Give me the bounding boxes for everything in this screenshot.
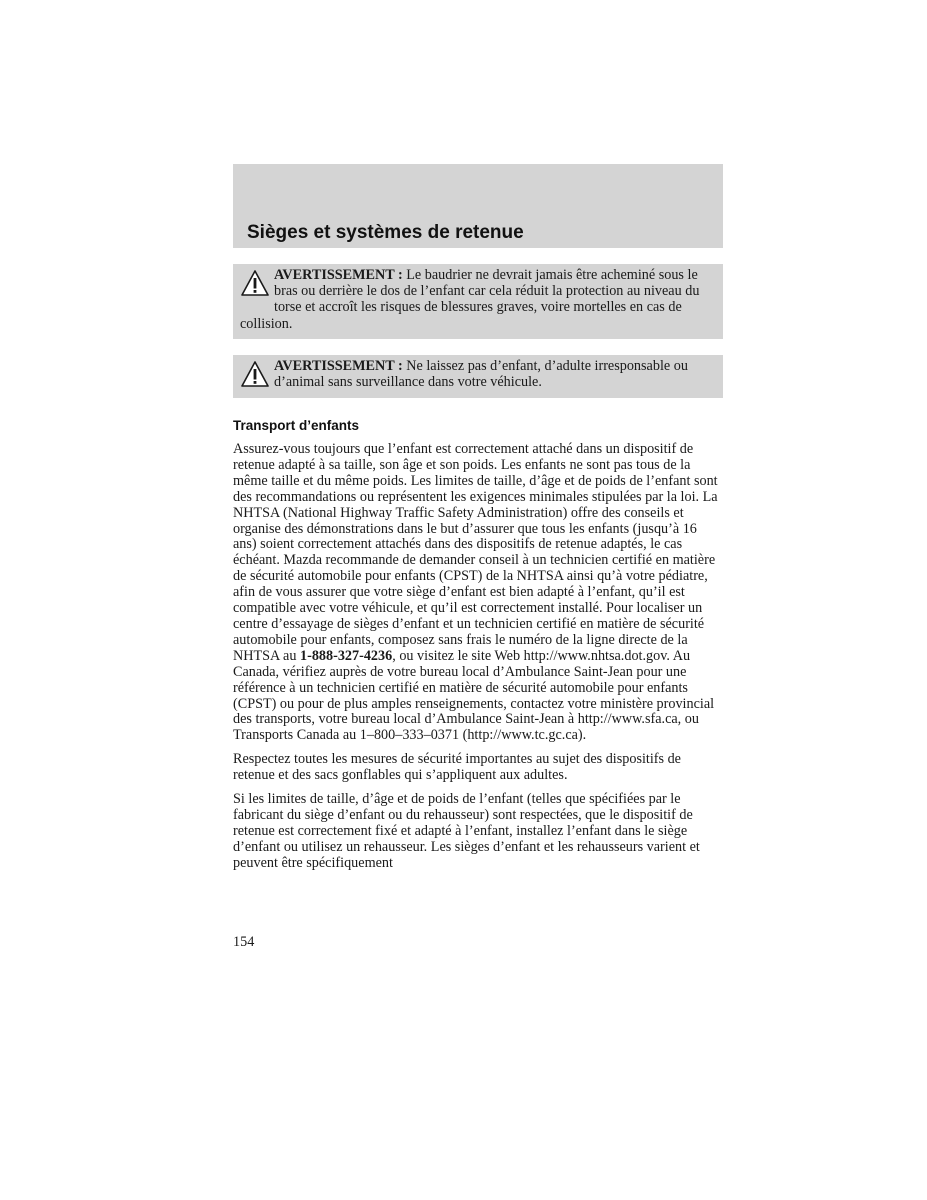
nhtsa-phone-number: 1-888-327-4236 <box>300 647 393 664</box>
warning-box-shoulder-belt <box>233 264 723 339</box>
page-number: 154 <box>233 934 255 950</box>
warning-label: AVERTISSEMENT : <box>274 358 403 374</box>
warning-body: Ne laissez pas d’enfant, d’adulte irresponsable ou d’animal sans surveillance dans votre véhicule. <box>274 358 688 391</box>
paragraph-text: , ou visitez le site Web http://www.nhtsa.dot.gov. Au Canada, vérifiez auprès de votre bureau local d’Ambulance Saint-Jean pour une référence à un technicien certifié en matière de sécurité automobile pour enfants (CPST) ou pour de plus amples renseignements, contactez votre ministère provincial des transports, votre bureau local d’Ambulance Saint-Jean à http://www.sfa.ca, ou Transports Canada au 1–800–333–0371 (http://www.tc.gc.ca). <box>233 647 715 744</box>
paragraph-child-transport <box>233 442 723 744</box>
warning-text <box>240 267 715 332</box>
warning-text <box>240 358 715 390</box>
warning-label: AVERTISSEMENT : <box>274 267 403 283</box>
paragraph-size-limits: Si les limites de taille, d’âge et de poids de l’enfant (telles que spécifiées par le fabricant du siège d’enfant ou du rehausseur) sont respectées, que le dispositif de retenue est correctement fixé et adapté à l’enfant, installez l’enfant dans le siège d’enfant ou utilisez un rehausseur. Les sièges d’enfant et les rehausseurs varient et peuvent être spécifiquement <box>233 791 700 871</box>
warning-triangle-icon <box>240 359 270 391</box>
warning-box-unattended <box>233 355 723 398</box>
warning-triangle-icon <box>240 268 270 300</box>
paragraph-safety-measures: Respectez toutes les mesures de sécurité importantes au sujet des dispositifs de retenue et des sacs gonflables qui s’appliquent aux adultes. <box>233 751 681 784</box>
paragraph-text: Assurez-vous toujours que l’enfant est correctement attaché dans un dispositif de retenue adapté à sa taille, son âge et son poids. Les enfants ne sont pas tous de la même taille et du même poids. Les limites de taille, d’âge et de poids de l’enfant sont des recommandations ou représentent les exigences minimales stipulées par la loi. La NHTSA (National Highway Traffic Safety Administration) offre des conseils et organise des démonstrations dans le but d’assurer que tous les enfants (jusqu’à 16 ans) soient correctement attachés dans des dispositifs de retenue adaptés, le cas échéant. Mazda recommande de demander conseil à un technicien certifié en matière de sécurité automobile pour enfants (CPST) de la NHTSA ainsi qu’à votre pédiatre, afin de vous assurer que votre siège d’enfant est bien adapté à l’enfant, qu’il est compatible avec votre véhicule, et qu’il est correctement installé. Pour localiser un centre d’essayage de sièges d’enfant et un technicien certifié en matière de sécurité automobile pour enfants, composez sans frais le numéro de la ligne directe de la NHTSA au <box>233 441 718 664</box>
page-header-band <box>233 164 723 248</box>
body-text <box>233 442 723 880</box>
warning-body: Le baudrier ne devrait jamais être acheminé sous le bras ou derrière le dos de l’enfant car cela réduit la protection au niveau du torse et accroît les risques de blessures graves, voire mortelles en cas de collision. <box>240 267 700 332</box>
section-title: Transport d’enfants <box>233 418 360 433</box>
page-title: Sièges et systèmes de retenue <box>247 222 524 243</box>
